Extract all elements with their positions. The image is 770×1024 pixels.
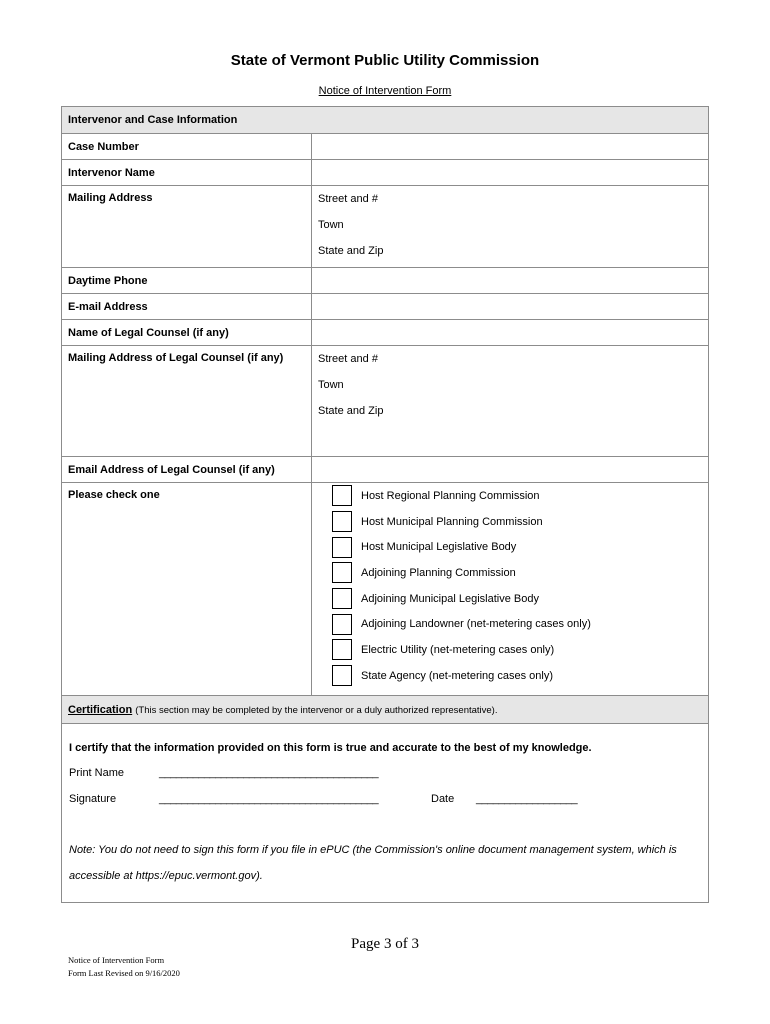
intervenor-name-field[interactable]: [312, 160, 709, 186]
legal-counsel-email-label: Email Address of Legal Counsel (if any): [62, 457, 312, 483]
legal-counsel-address-field[interactable]: [312, 346, 709, 457]
intervenor-name-label: Intervenor Name: [62, 160, 312, 186]
case-number-label: Case Number: [62, 134, 312, 160]
counsel-town-hint: Town: [318, 379, 344, 391]
counsel-street-hint: Street and #: [318, 353, 378, 365]
check-option-label: Adjoining Planning Commission: [361, 566, 516, 579]
email-field[interactable]: [312, 294, 709, 320]
certification-body-row: [62, 724, 709, 903]
check-option-label: Host Regional Planning Commission: [361, 489, 540, 502]
certification-title: Certification: [68, 703, 133, 716]
page-number: Page 3 of 3: [351, 936, 419, 952]
check-option[interactable]: [332, 534, 702, 560]
mailing-address-field[interactable]: [312, 186, 709, 268]
checkbox[interactable]: [332, 665, 352, 686]
certification-note: (This section may be completed by the intervenor or a duly authorized representative).: [135, 704, 498, 716]
checkbox[interactable]: [332, 537, 352, 558]
check-option[interactable]: [332, 509, 702, 535]
check-options-cell: [312, 483, 709, 696]
street-hint: Street and #: [318, 193, 378, 205]
print-name-field[interactable]: _______________________________________: [159, 767, 379, 779]
legal-counsel-name-field[interactable]: [312, 320, 709, 346]
signature-label: Signature: [69, 793, 117, 805]
certification-header-row: [62, 696, 709, 724]
check-option-label: Electric Utility (net-metering cases only): [361, 643, 555, 656]
certification-statement: I certify that the information provided on this form is true and accurate to the best of my knowledge.: [69, 742, 592, 754]
town-hint: Town: [318, 219, 344, 231]
case-number-field[interactable]: [312, 134, 709, 160]
check-option[interactable]: [332, 663, 702, 689]
check-option[interactable]: [332, 483, 702, 509]
checkbox[interactable]: [332, 614, 352, 635]
footer-form-name: Notice of Intervention Form: [68, 955, 165, 965]
checkbox[interactable]: [332, 485, 352, 506]
date-field[interactable]: __________________: [476, 793, 578, 805]
intervention-form-table: [61, 106, 709, 903]
check-option-label: State Agency (net-metering cases only): [361, 669, 553, 682]
check-option[interactable]: [332, 586, 702, 612]
checkbox[interactable]: [332, 588, 352, 609]
check-options-list: [318, 483, 702, 689]
certification-body: [62, 724, 709, 903]
check-option-label: Host Municipal Planning Commission: [361, 515, 543, 528]
check-option[interactable]: [332, 611, 702, 637]
checkbox[interactable]: [332, 511, 352, 532]
legal-counsel-email-field[interactable]: [312, 457, 709, 483]
check-option-label: Host Municipal Legislative Body: [361, 541, 517, 554]
daytime-phone-field[interactable]: [312, 268, 709, 294]
daytime-phone-row: [62, 268, 709, 294]
mailing-address-row: [62, 186, 709, 268]
case-number-row: [62, 134, 709, 160]
legal-counsel-name-row: [62, 320, 709, 346]
print-name-label: Print Name: [69, 767, 125, 779]
check-one-row: [62, 483, 709, 696]
section-header: Intervenor and Case Information: [62, 107, 709, 134]
footer-revised-date: Form Last Revised on 9/16/2020: [68, 968, 180, 978]
intervenor-name-row: [62, 160, 709, 186]
checkbox[interactable]: [332, 639, 352, 660]
daytime-phone-label: Daytime Phone: [62, 268, 312, 294]
email-row: [62, 294, 709, 320]
legal-counsel-email-row: [62, 457, 709, 483]
mailing-address-label: Mailing Address: [62, 186, 312, 268]
check-option-label: Adjoining Landowner (net-metering cases only): [361, 618, 591, 631]
legal-counsel-name-label: Name of Legal Counsel (if any): [62, 320, 312, 346]
form-subtitle: Notice of Intervention Form: [318, 85, 452, 97]
check-option-label: Adjoining Municipal Legislative Body: [361, 592, 539, 605]
check-one-label: Please check one: [62, 483, 312, 696]
page-title: State of Vermont Public Utility Commission: [230, 52, 540, 69]
check-option[interactable]: [332, 560, 702, 586]
checkbox[interactable]: [332, 562, 352, 583]
certification-header: [62, 696, 709, 724]
legal-counsel-address-label: Mailing Address of Legal Counsel (if any): [62, 346, 312, 457]
legal-counsel-address-row: [62, 346, 709, 457]
section-header-row: [62, 107, 709, 134]
email-label: E-mail Address: [62, 294, 312, 320]
epuc-note: Note: You do not need to sign this form if you file in ePUC (the Commission's online document management system, which is accessible at https://epuc.vermont.gov).: [69, 844, 677, 882]
check-option[interactable]: [332, 637, 702, 663]
counsel-state-zip-hint: State and Zip: [318, 405, 384, 417]
state-zip-hint: State and Zip: [318, 245, 384, 257]
signature-field[interactable]: _______________________________________: [159, 793, 379, 805]
date-label: Date: [431, 793, 455, 805]
